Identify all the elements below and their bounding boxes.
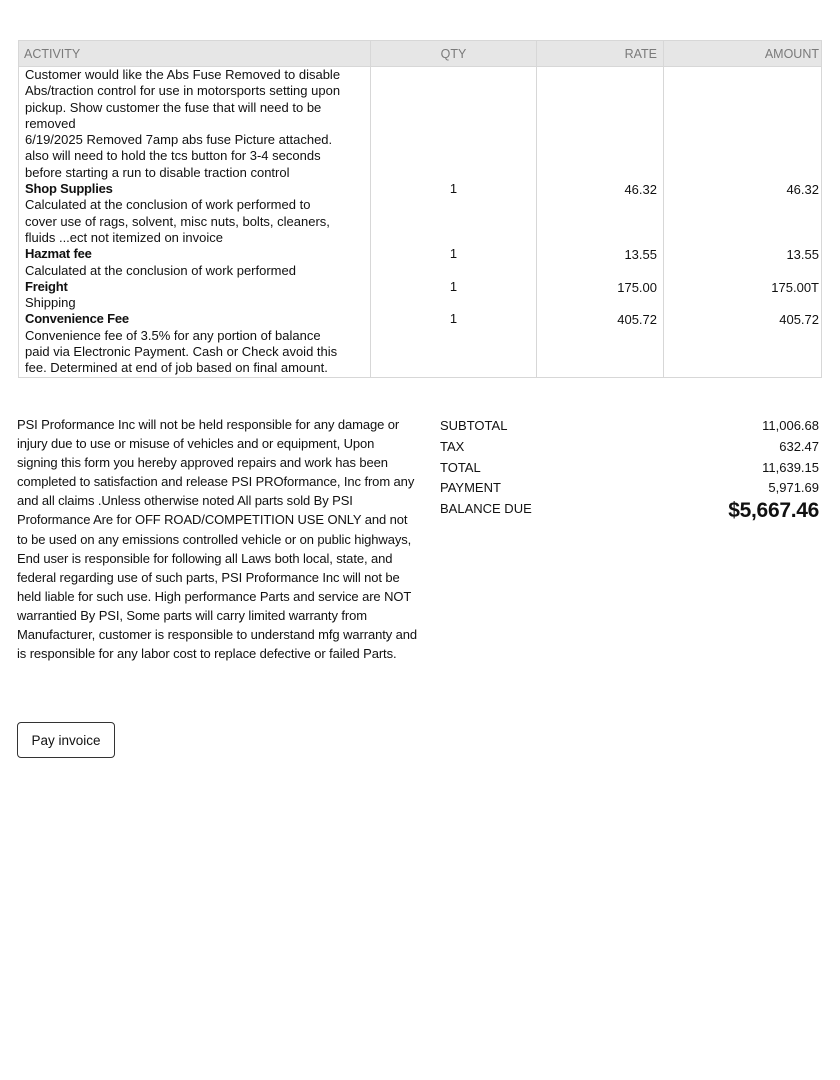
item-rate: 13.55 <box>537 246 664 279</box>
header-activity: ACTIVITY <box>19 41 371 67</box>
item-amount: 46.32 <box>664 181 822 246</box>
item-name: Hazmat fee <box>25 246 92 262</box>
item-name: Shop Supplies <box>25 181 113 197</box>
item-description: Calculated at the conclusion of work performed to cover use of rags, solvent, misc nuts, bolts, cleaners, fluids ...ect not itemized on invoice <box>25 197 330 245</box>
balance-due-label: BALANCE DUE <box>440 501 532 517</box>
payment-value: 5,971.69 <box>768 480 819 496</box>
invoice-line-items-table <box>18 40 822 378</box>
table-row <box>19 246 822 279</box>
item-description: Convenience fee of 3.5% for any portion of balance paid via Electronic Payment. Cash or Check avoid this fee. Determined at end of job based on final amount. <box>25 327 338 376</box>
header-qty: QTY <box>371 41 537 67</box>
table-row <box>19 311 822 377</box>
total-label: TOTAL <box>440 459 481 475</box>
payment-label: PAYMENT <box>440 480 501 496</box>
table-row-note <box>19 67 822 182</box>
header-amount: AMOUNT <box>664 41 822 67</box>
subtotal-value: 11,006.68 <box>762 418 819 433</box>
table-row <box>19 181 822 246</box>
item-name: Convenience Fee <box>25 311 129 327</box>
item-rate: 46.32 <box>537 181 664 246</box>
tax-value: 632.47 <box>779 438 819 454</box>
liability-disclaimer: PSI Proformance Inc will not be held responsible for any damage or injury due to use or misuse of vehicles and or equipment, Upon signing this form you hereby approved repairs and work has been completed to satisfaction and release PSI PROformance, Inc from any and all claims .Unless otherwise noted All parts sold By PSI Proformance Are for OFF ROAD/COMPETITION USE ONLY and not to be used on any emissions controlled vehicle or on public highways, End user is responsible for following all Laws both local, state, and federal regarding use of such parts, PSI Proformance Inc will not be held liable for such use. High performance Parts and service are NOT warrantied By PSI, Some parts will carry limited warranty from Manufacturer, customer is responsible to understand mfg warranty and is responsible for any labor cost to replace defective or failed Parts. <box>17 417 418 662</box>
table-header-row <box>19 41 822 67</box>
tax-label: TAX <box>440 438 465 454</box>
item-description: Shipping <box>25 295 76 311</box>
item-amount: 13.55 <box>664 246 822 279</box>
item-qty: 1 <box>371 246 537 279</box>
header-rate: RATE <box>537 41 664 67</box>
item-amount: 175.00T <box>664 279 822 312</box>
service-note: Customer would like the Abs Fuse Removed to disable Abs/traction control for use in motorsports setting upon pickup. Show customer the fuse that will need to be removed 6/19/2025 Removed 7amp abs fuse Picture attached. also will need to hold the tcs button for 3-4 seconds before starting a run to disable traction control <box>25 67 341 180</box>
pay-invoice-button[interactable]: Pay invoice <box>17 722 115 758</box>
balance-due-value: $5,667.46 <box>728 499 819 523</box>
item-description: Calculated at the conclusion of work performed <box>25 262 296 278</box>
item-qty: 1 <box>371 311 537 377</box>
totals-values <box>728 416 819 524</box>
item-amount: 405.72 <box>664 311 822 377</box>
subtotal-label: SUBTOTAL <box>440 418 508 433</box>
item-qty: 1 <box>371 181 537 246</box>
table-row <box>19 279 822 312</box>
item-name: Freight <box>25 278 68 294</box>
totals-labels <box>440 416 532 520</box>
item-qty: 1 <box>371 279 537 312</box>
total-value: 11,639.15 <box>762 459 819 475</box>
item-rate: 175.00 <box>537 279 664 312</box>
item-rate: 405.72 <box>537 311 664 377</box>
